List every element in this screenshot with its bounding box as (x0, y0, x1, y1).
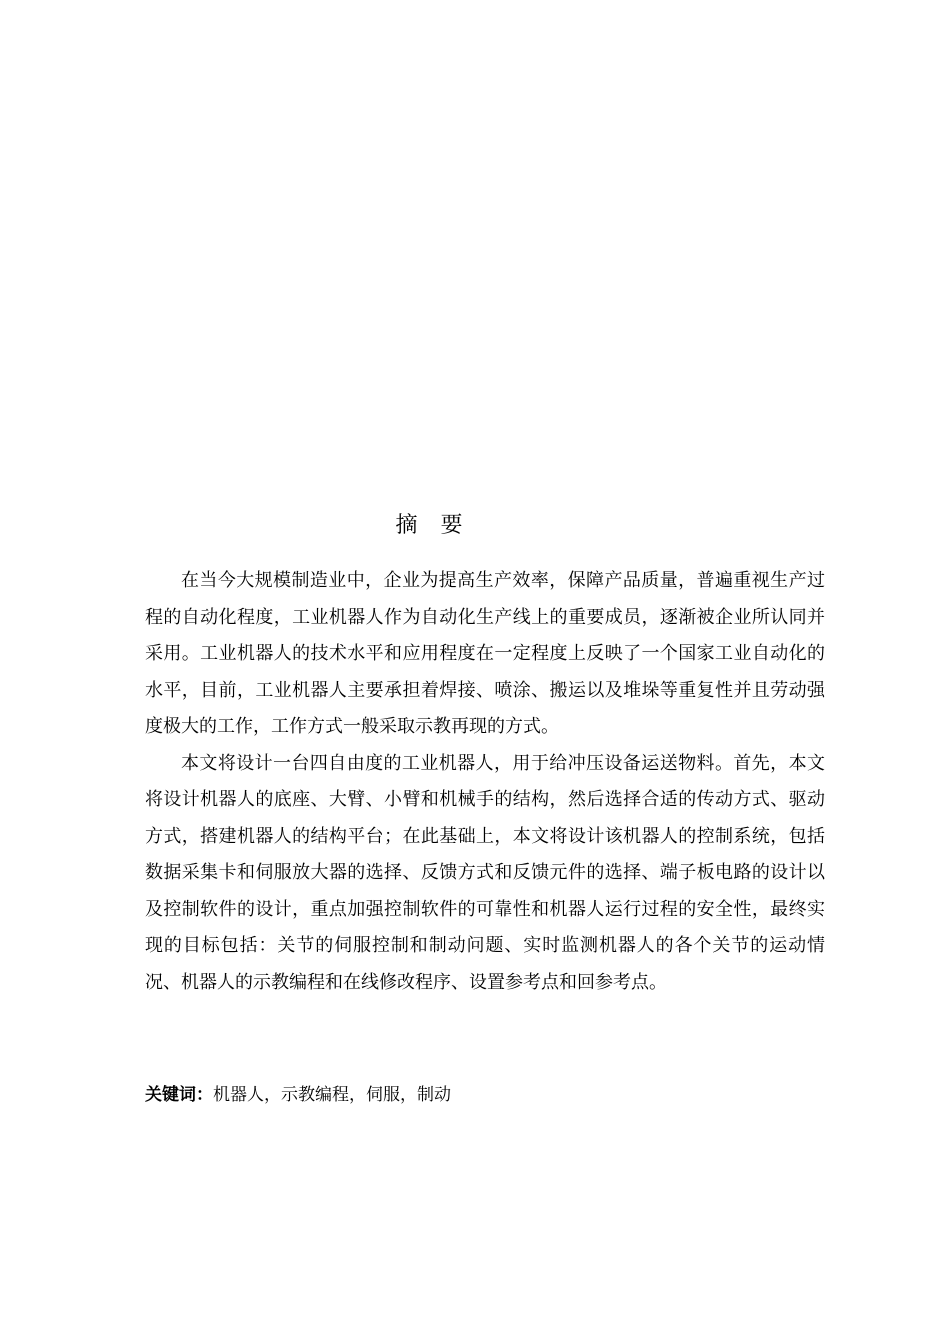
abstract-paragraph-2: 本文将设计一台四自由度的工业机器人，用于给冲压设备运送物料。首先，本文将设计机器人的底座、大臂、小臂和机械手的结构，然后选择合适的传动方式、驱动方式，搭建机器人的结构平台；在此基础上，本文将设计该机器人的控制系统，包括数据采集卡和伺服放大器的选择、反馈方式和反馈元件的选择、端子板电路的设计以及控制软件的设计，重点加强控制软件的可靠性和机器人运行过程的安全性，最终实现的目标包括：关节的伺服控制和制动问题、实时监测机器人的各个关节的运动情况、机器人的示教编程和在线修改程序、设置参考点和回参考点。 (145, 752, 825, 993)
abstract-title: 摘 要 (395, 513, 471, 538)
abstract-paragraph-1: 在当今大规模制造业中，企业为提高生产效率，保障产品质量，普遍重视生产过程的自动化程度，工业机器人作为自动化生产线上的重要成员，逐渐被企业所认同并采用。工业机器人的技术水平和应用程度在一定程度上反映了一个国家工业自动化的水平，目前，工业机器人主要承担着焊接、喷涂、搬运以及堆垛等重复性并且劳动强度极大的工作，工作方式一般采取示教再现的方式。 (145, 570, 825, 737)
keywords-label: 关键词： (145, 1085, 213, 1105)
keywords-line (145, 1080, 825, 1110)
abstract-body (145, 563, 825, 1001)
keywords-value: 机器人，示教编程，伺服，制动 (213, 1085, 451, 1105)
